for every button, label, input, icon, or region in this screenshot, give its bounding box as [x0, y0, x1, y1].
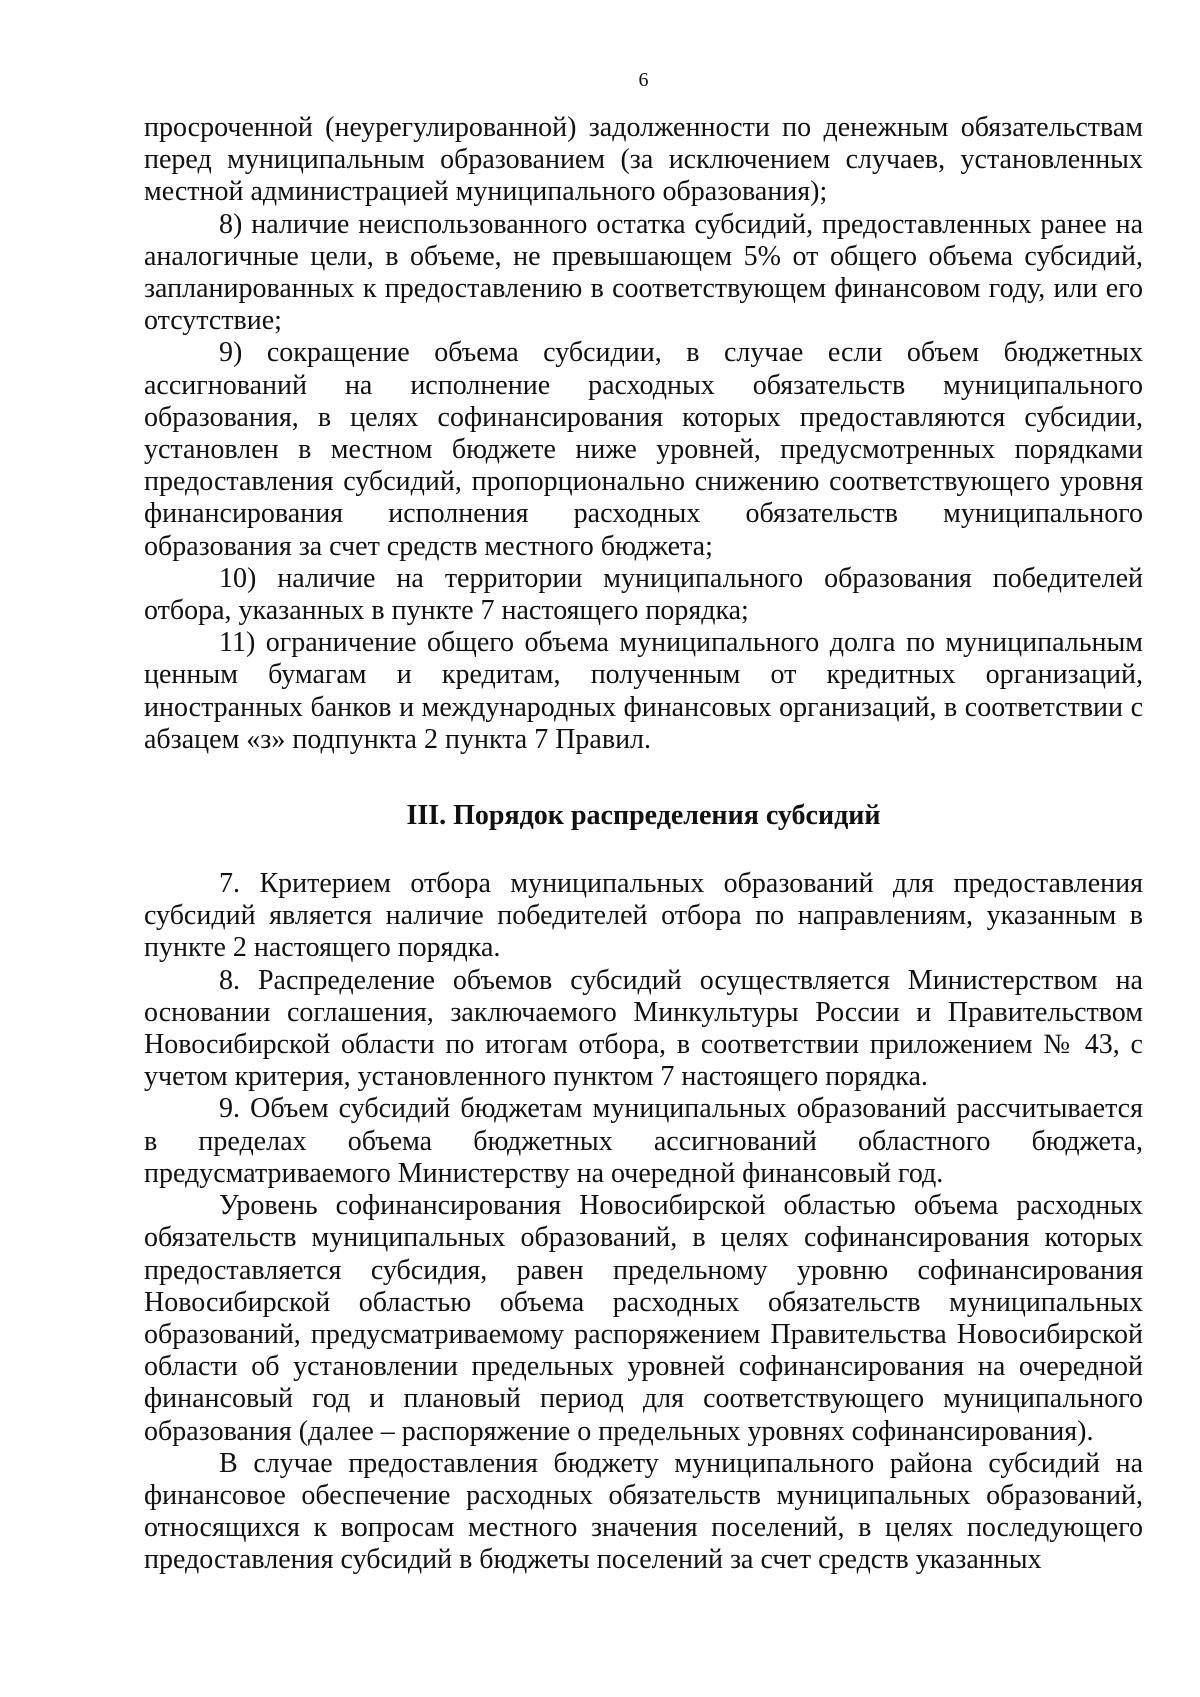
paragraph-item-11: 11) ограничение общего объема муниципального долга по муниципальным ценным бумагам и кредитам, полученным от кредитных организаций, иностранных банков и международных финансовых организаций, в соответствии с абзацем «з» подпункта 2 пункта 7 Правил.: [144, 627, 1143, 755]
section-heading: III. Порядок распределения субсидий: [406, 800, 881, 832]
paragraphs-after-section: [144, 868, 1143, 1576]
paragraph-debt-continuation: просроченной (неурегулированной) задолженности по денежным обязательствам перед муниципальным образованием (за исключением случаев, установленных местной администрацией муниципального образования);: [144, 112, 1143, 208]
paragraph-item-8: 8) наличие неиспользованного остатка субсидий, предоставленных ранее на аналогичные цели, в объеме, не превышающем 5% от общего объема субсидий, запланированных к предоставлению в соответствующем финансовом году, или его отсутствие;: [144, 208, 1143, 337]
paragraph-item-10: 10) наличие на территории муниципального образования победителей отбора, указанных в пункте 7 настоящего порядка;: [144, 562, 1143, 627]
paragraph-clause-8: 8. Распределение объемов субсидий осуществляется Министерством на основании соглашения, заключаемого Минкультуры России и Правительством Новосибирской области по итогам отбора, в соответствии приложением № 43, с учетом критерия, установленного пунктом 7 настоящего порядка.: [144, 964, 1143, 1093]
page-number: 6: [638, 69, 649, 91]
paragraph-clause-9: 9. Объем субсидий бюджетам муниципальных образований рассчитывается в пределах объема бюджетных ассигнований областного бюджета, предусматриваемого Министерству на очередной финансовый год.: [144, 1093, 1143, 1189]
paragraph-clause-7: 7. Критерием отбора муниципальных образований для предоставления субсидий является наличие победителей отбора по направлениям, указанным в пункте 2 настоящего порядка.: [144, 868, 1143, 964]
document-page: [144, 70, 1143, 1577]
paragraph-municipal-district: В случае предоставления бюджету муниципального района субсидий на финансовое обеспечение расходных обязательств муниципальных образований, относящихся к вопросам местного значения поселений, в целях последующего предоставления субсидий в бюджеты поселений за счет средств указанных: [144, 1447, 1143, 1576]
paragraph-item-9: 9) сокращение объема субсидии, в случае если объем бюджетных ассигнований на исполнение расходных обязательств муниципального образования, в целях софинансирования которых предоставляются субсидии, установлен в местном бюджете ниже уровней, предусмотренных порядками предоставления субсидий, пропорционально снижению соответствующего уровня финансирования исполнения расходных обязательств муниципального образования за счет средств местного бюджета;: [144, 337, 1143, 562]
paragraphs-before-section: [144, 112, 1143, 756]
paragraph-cofinancing-level: Уровень софинансирования Новосибирской областью объема расходных обязательств муниципальных образований, в целях софинансирования которых предоставляется субсидия, равен предельному уровню софинансирования Новосибирской областью объема расходных обязательств муниципальных образований, предусматриваемому распоряжением Правительства Новосибирской области об установлении предельных уровней софинансирования на очередной финансовый год и плановый период для соответствующего муниципального образования (далее – распоряжение о предельных уровнях софинансирования).: [144, 1190, 1143, 1447]
